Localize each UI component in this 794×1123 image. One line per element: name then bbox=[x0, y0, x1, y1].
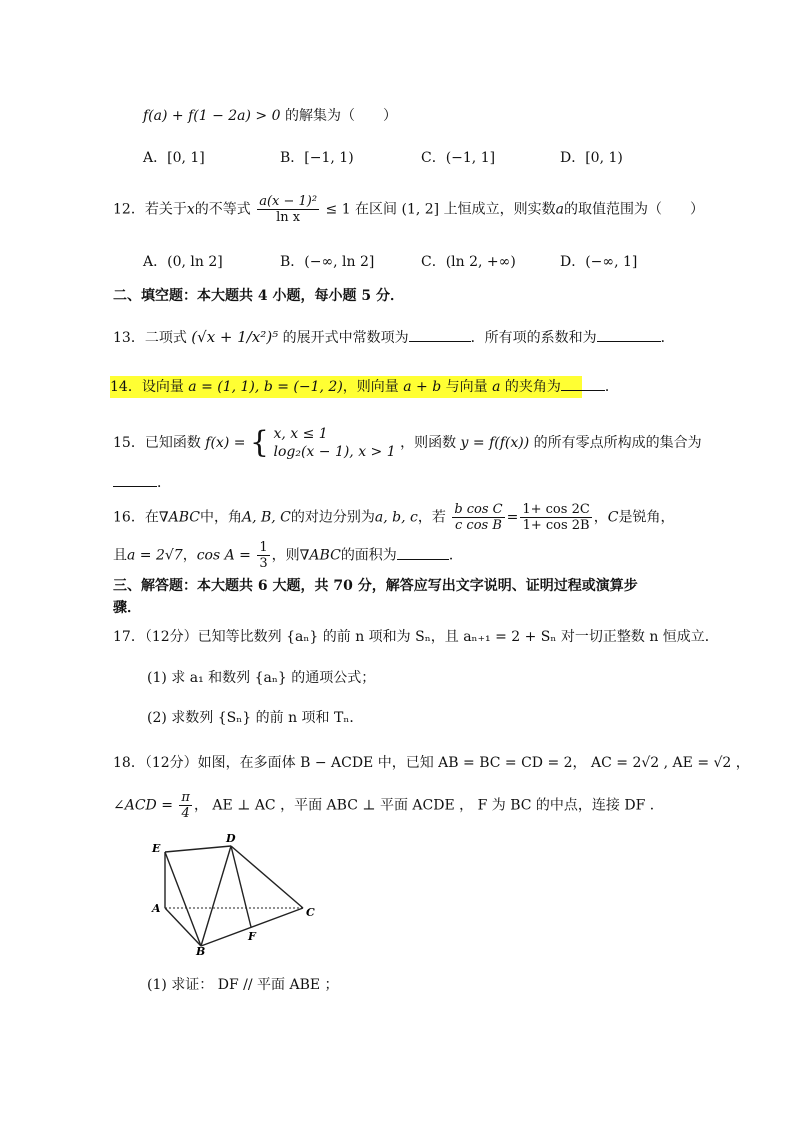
section-3-heading-line2: 骤． bbox=[113, 600, 141, 616]
q16-frac3 bbox=[257, 540, 269, 571]
q12-option-d: D．(−∞, 1] bbox=[560, 254, 638, 270]
q18-frac bbox=[179, 790, 192, 821]
q14-text2: ，则向量 bbox=[342, 379, 399, 395]
q18-frac-den: 4 bbox=[181, 806, 190, 821]
q15-end: ． bbox=[157, 475, 171, 491]
q16-line2 bbox=[113, 540, 463, 571]
q11-option-a: A．[0, 1] bbox=[143, 150, 205, 166]
q15-cases bbox=[273, 425, 395, 461]
q15-blank[interactable] bbox=[113, 472, 157, 487]
q16-f2d: 1+ cos 2B bbox=[522, 518, 590, 533]
q13-dot: ．所有项的系数和为 bbox=[470, 330, 597, 346]
q15 bbox=[113, 425, 702, 465]
q13-pre: 二项式 bbox=[144, 330, 187, 346]
q16-cos-den: 3 bbox=[259, 556, 268, 571]
q12-after: ≤ 1 在区间 (1, 2] 上恒成立，则实数 bbox=[325, 201, 556, 218]
q13-blank-2[interactable] bbox=[597, 327, 661, 342]
q11-option-d: D．[0, 1) bbox=[560, 150, 623, 166]
q16-l2c: ，则 bbox=[271, 547, 300, 564]
q16-l1e: ， bbox=[593, 509, 608, 526]
q12-option-c: C．(ln 2, +∞) bbox=[421, 254, 516, 270]
q14-b-def: b = (−1, 2) bbox=[263, 379, 343, 395]
q15-brace: { bbox=[249, 425, 270, 460]
q16-blank[interactable] bbox=[397, 545, 449, 560]
section-2-heading: 二、填空题：本大题共 4 小题，每小题 5 分． bbox=[113, 288, 404, 304]
q12-frac-num: a(x − 1)² bbox=[259, 194, 318, 209]
q18-angle: ∠ACD = bbox=[113, 797, 173, 814]
q13-expr: (√x + 1/x²)⁵ bbox=[191, 328, 279, 346]
q16-l1c: 的对边分别为 bbox=[290, 509, 375, 526]
q15-tail: 的所有零点所构成的集合为 bbox=[533, 435, 702, 451]
q12-stem bbox=[113, 194, 704, 225]
q16-l1d: ，若 bbox=[417, 509, 446, 526]
q12-var: x bbox=[186, 201, 195, 218]
q12-var2: a bbox=[555, 201, 564, 218]
q11-option-c: C．(−1, 1] bbox=[421, 150, 496, 166]
q18-frac-num: π bbox=[181, 790, 190, 805]
q16-a-val: a = 2√7 bbox=[127, 547, 183, 564]
q16-l2a: 且 bbox=[113, 547, 127, 564]
q13 bbox=[113, 327, 675, 348]
q16-l1f: 是锐角， bbox=[618, 509, 675, 526]
label-d: D bbox=[226, 832, 236, 845]
q13-number: 13． bbox=[113, 330, 145, 346]
q15-case2: log₂(x − 1), x > 1 bbox=[273, 444, 396, 460]
q16-frac1 bbox=[452, 502, 504, 533]
label-b: B bbox=[196, 945, 206, 955]
q16-f2n: 1+ cos 2C bbox=[522, 502, 590, 517]
q12-tail: 的取值范围为（ ） bbox=[563, 201, 704, 218]
q14-a: a bbox=[492, 379, 501, 395]
q15-post: ，则函数 bbox=[400, 435, 457, 451]
q12-prefix: 若关于 bbox=[144, 201, 187, 218]
q11-expr: f(a) + f(1 − 2a) > 0 bbox=[143, 108, 281, 124]
q16-f1d: c cos B bbox=[455, 518, 502, 533]
q14-a-def: a = (1, 1), bbox=[188, 379, 260, 395]
label-c: C bbox=[306, 906, 315, 919]
q12-option-b: B．(−∞, ln 2] bbox=[280, 254, 375, 270]
q15-number: 15． bbox=[113, 435, 145, 451]
q11-option-b: B．[−1, 1) bbox=[280, 150, 354, 166]
edge-ab bbox=[165, 908, 201, 946]
q11-tail bbox=[143, 106, 397, 126]
q17-stem: 17．（12分）已知等比数列 {aₙ} 的前 n 项和为 Sₙ，且 aₙ₊₁ = 2 + Sₙ 对一切正整数 n 恒成立． bbox=[113, 629, 719, 645]
section-3-heading-line1: 三、解答题：本大题共 6 大题，共 70 分，解答应写出文字说明、证明过程或演算步 bbox=[113, 578, 638, 594]
q16-l1a: 在 bbox=[144, 509, 159, 526]
q15-pre: 已知函数 bbox=[144, 435, 201, 451]
edge-df bbox=[231, 846, 251, 927]
q16-frac2 bbox=[520, 502, 591, 533]
q16-tri: ∇ABC bbox=[158, 509, 200, 526]
q11-text: 的解集为（ ） bbox=[284, 108, 397, 124]
q12-option-a: A．(0, ln 2] bbox=[143, 254, 223, 270]
q18-part1: (1) 求证： DF // 平面 ABE ； bbox=[147, 977, 339, 993]
q16-l2d: 的面积为 bbox=[340, 547, 397, 564]
q12-number: 12． bbox=[113, 201, 145, 218]
q12-fraction bbox=[257, 194, 319, 225]
q12-mid: 的不等式 bbox=[194, 201, 251, 218]
q14-text1: 设向量 bbox=[141, 379, 184, 395]
q14-highlighted-line bbox=[110, 376, 619, 398]
q15-case1: x, x ≤ 1 bbox=[273, 426, 328, 442]
q13-mid: 的展开式中常数项为 bbox=[282, 330, 409, 346]
q16-angles: A, B, C bbox=[241, 509, 291, 526]
polyhedron-figure bbox=[140, 830, 320, 955]
q14-blank[interactable] bbox=[561, 376, 605, 391]
q14-sum: a + b bbox=[403, 379, 442, 395]
q16-end: ． bbox=[448, 547, 463, 564]
q14-number: 14． bbox=[110, 379, 142, 395]
q17-part2: (2) 求数列 {Sₙ} 的前 n 项和 Tₙ． bbox=[147, 710, 364, 726]
q18-l2b: ， AE ⊥ AC ，平面 ABC ⊥ 平面 ACDE ， F 为 BC 的中点，连接 DF ． bbox=[193, 797, 664, 814]
q16-line1 bbox=[113, 502, 675, 533]
q14-text3: 与向量 bbox=[445, 379, 488, 395]
q15-y: y = f(f(x)) bbox=[460, 435, 530, 451]
q14-text4: 的夹角为 bbox=[504, 379, 561, 395]
q16-c: C bbox=[607, 509, 619, 526]
q18-stem-line1: 18．（12分）如图，在多面体 B − ACDE 中，已知 AB = BC = CD = 2， AC = 2√2 , AE = √2 ， bbox=[113, 755, 750, 771]
q16-l1b: 中，角 bbox=[199, 509, 242, 526]
q16-tri2: ∇ABC bbox=[299, 547, 341, 564]
q16-number: 16． bbox=[113, 509, 145, 526]
edge-dc bbox=[231, 846, 303, 908]
q18-stem-line2 bbox=[113, 790, 664, 821]
q13-end: ． bbox=[660, 330, 675, 346]
q16-cos-num: 1 bbox=[259, 540, 268, 555]
label-f: F bbox=[248, 930, 256, 943]
q12-frac-den: ln x bbox=[276, 210, 301, 225]
q16-l2b: ， bbox=[182, 547, 197, 564]
q13-blank-1[interactable] bbox=[409, 327, 471, 342]
label-e: E bbox=[152, 842, 161, 855]
q16-sides: a, b, c bbox=[374, 509, 418, 526]
q16-eq: = bbox=[506, 509, 519, 526]
edge-ed bbox=[165, 846, 231, 852]
edge-eb bbox=[165, 852, 201, 946]
edge-bd bbox=[201, 846, 231, 946]
q14-end: ． bbox=[604, 379, 619, 395]
q16-f1n: b cos C bbox=[454, 502, 503, 517]
q17-part1: (1) 求 a₁ 和数列 {aₙ} 的通项公式； bbox=[147, 670, 376, 686]
label-a: A bbox=[152, 902, 161, 915]
q15-fx: f(x) = bbox=[205, 435, 246, 451]
q16-cosa: cos A = bbox=[196, 547, 251, 564]
q15-answer-line bbox=[113, 472, 171, 493]
